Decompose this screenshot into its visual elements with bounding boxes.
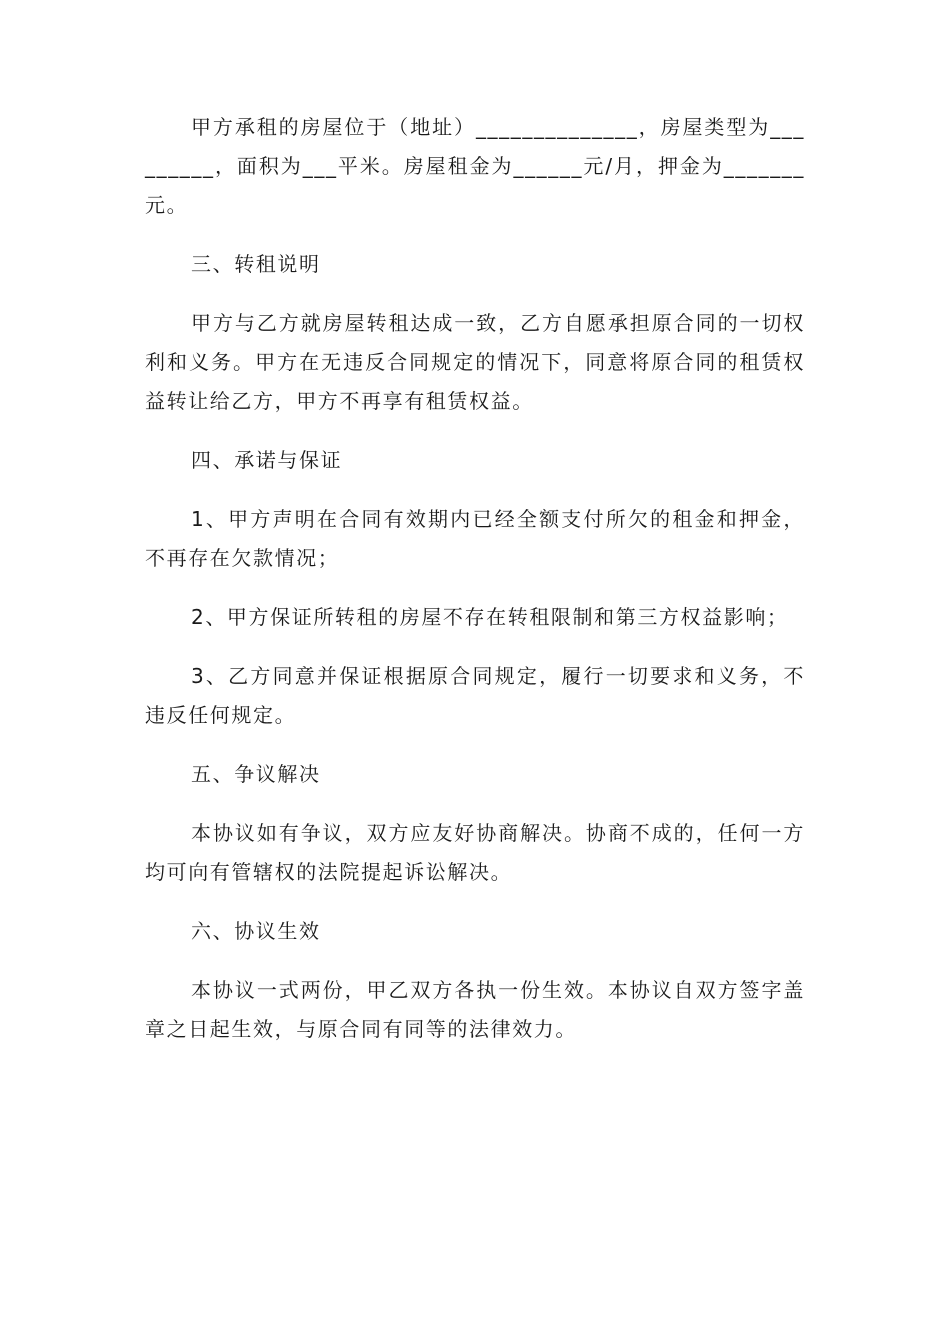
commitment-item-2: 2、甲方保证所转租的房屋不存在转租限制和第三方权益影响；: [191, 605, 789, 629]
commitment-item-3: 3、乙方同意并保证根据原合同规定，履行一切要求和义务，不违反任何规定。: [145, 664, 805, 727]
document-body: [145, 108, 805, 1069]
effect-paragraph: 本协议一式两份，甲乙双方各执一份生效。本协议自双方签字盖章之日起生效，与原合同有同等的法律效力。: [145, 978, 805, 1041]
sublease-paragraph: 甲方与乙方就房屋转租达成一致，乙方自愿承担原合同的一切权利和义务。甲方在无违反合同规定的情况下，同意将原合同的租赁权益转让给乙方，甲方不再享有租赁权益。: [145, 311, 805, 413]
section-heading-sublease: 三、转租说明: [191, 252, 321, 276]
section-heading-effect: 六、协议生效: [191, 919, 321, 943]
property-info-paragraph: 甲方承租的房屋位于（地址）______________，房屋类型为_________，面积为___平米。房屋租金为______元/月，押金为_______元。: [145, 115, 805, 217]
section-heading-dispute: 五、争议解决: [191, 762, 321, 786]
commitment-item-1: 1、甲方声明在合同有效期内已经全额支付所欠的租金和押金，不再存在欠款情况；: [145, 507, 805, 570]
section-heading-commitment: 四、承诺与保证: [191, 448, 343, 472]
dispute-paragraph: 本协议如有争议，双方应友好协商解决。协商不成的，任何一方均可向有管辖权的法院提起诉讼解决。: [145, 821, 805, 884]
